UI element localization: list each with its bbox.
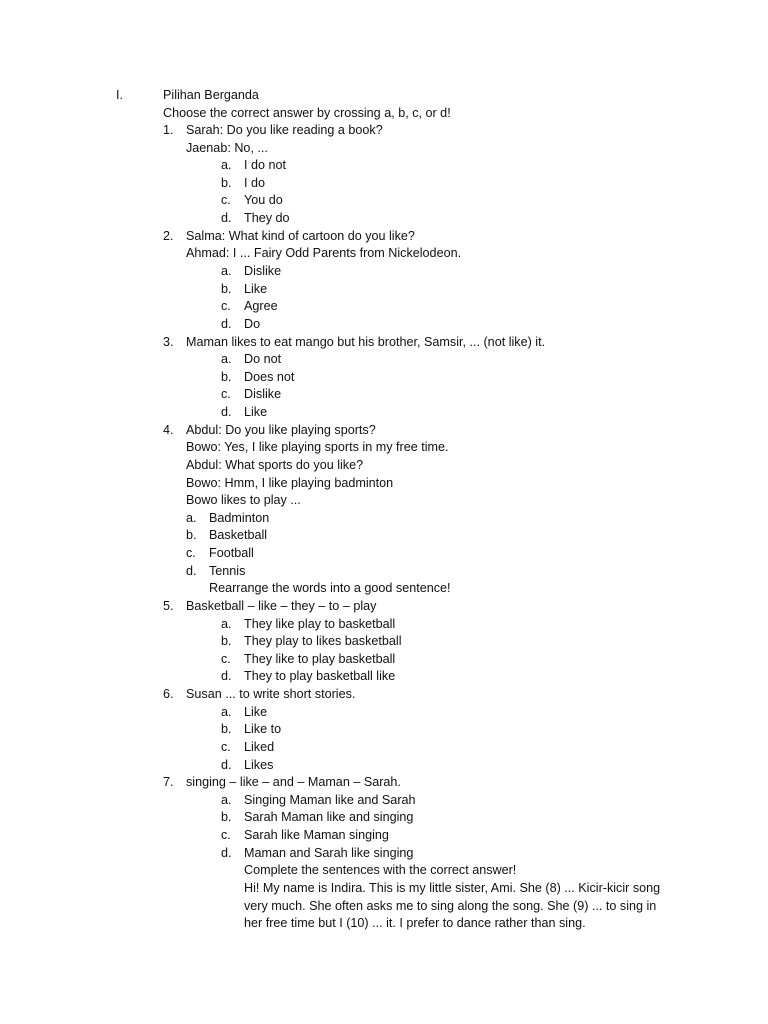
question-text: Jaenab: No, ... [186, 141, 268, 155]
option-text: They do [244, 211, 290, 225]
question-text: Abdul: What sports do you like? [186, 458, 364, 472]
question-text: Susan ... to write short stories. [186, 687, 356, 701]
paragraph-line: her free time but I (10) ... it. I prefer to dance rather than sing. [244, 916, 586, 930]
option-text: Tennis [209, 564, 246, 578]
question-text: Bowo: Yes, I like playing sports in my free time. [186, 440, 449, 454]
option-letter: d. [221, 758, 232, 772]
option-letter: a. [221, 352, 232, 366]
option-text: They play to likes basketball [244, 634, 402, 648]
option-letter: b. [221, 176, 232, 190]
question-number: 3. [163, 335, 174, 349]
option-text: Like [244, 405, 268, 419]
option-letter: a. [221, 793, 232, 807]
option-text: You do [244, 193, 283, 207]
option-letter: d. [221, 669, 232, 683]
paragraph-line: Hi! My name is Indira. This is my little sister, Ami. She (8) ... Kicir-kicir song [244, 881, 661, 895]
option-letter: d. [221, 211, 232, 225]
question-text: singing – like – and – Maman – Sarah. [186, 775, 401, 789]
question-text: Salma: What kind of cartoon do you like? [186, 229, 415, 243]
option-letter: b. [221, 634, 232, 648]
option-letter: a. [221, 617, 232, 631]
option-text: Like to [244, 722, 282, 736]
option-text: Like [244, 282, 268, 296]
option-text: Maman and Sarah like singing [244, 846, 414, 860]
question-number: 2. [163, 229, 174, 243]
option-letter: d. [221, 317, 232, 331]
section-numeral: I. [116, 88, 123, 102]
option-letter: a. [221, 705, 232, 719]
option-letter: a. [186, 511, 197, 525]
option-letter: c. [221, 193, 231, 207]
option-letter: d. [186, 564, 197, 578]
option-text: They like to play basketball [244, 652, 396, 666]
option-text: Football [209, 546, 254, 560]
option-text: They like play to basketball [244, 617, 396, 631]
question-number: 6. [163, 687, 174, 701]
option-letter: b. [221, 282, 232, 296]
question-text: Basketball – like – they – to – play [186, 599, 377, 613]
option-text: Badminton [209, 511, 270, 525]
option-text: I do not [244, 158, 287, 172]
option-text: Does not [244, 370, 295, 384]
option-letter: a. [221, 264, 232, 278]
option-letter: b. [221, 722, 232, 736]
question-number: 5. [163, 599, 174, 613]
option-letter: b. [186, 528, 197, 542]
question-number: 7. [163, 775, 174, 789]
option-letter: c. [221, 387, 231, 401]
option-text: Basketball [209, 528, 268, 542]
option-letter: c. [221, 299, 231, 313]
paragraph-line: very much. She often asks me to sing along the song. She (9) ... to sing in [244, 899, 657, 913]
question-text: Sarah: Do you like reading a book? [186, 123, 383, 137]
option-text: I do [244, 176, 266, 190]
question-text: Ahmad: I ... Fairy Odd Parents from Nickelodeon. [186, 246, 462, 260]
option-letter: a. [221, 158, 232, 172]
option-letter: b. [221, 370, 232, 384]
section-title: Pilihan Berganda [163, 88, 259, 102]
option-letter: c. [221, 740, 231, 754]
option-text: Dislike [244, 387, 282, 401]
option-text: Like [244, 705, 268, 719]
option-letter: d. [221, 405, 232, 419]
option-text: Liked [244, 740, 275, 754]
question-text: Abdul: Do you like playing sports? [186, 423, 376, 437]
option-text: Do not [244, 352, 282, 366]
option-text: Sarah Maman like and singing [244, 810, 414, 824]
option-text: Singing Maman like and Sarah [244, 793, 416, 807]
option-text: Likes [244, 758, 274, 772]
option-text: Do [244, 317, 261, 331]
question-number: 1. [163, 123, 174, 137]
option-letter: d. [221, 846, 232, 860]
option-text: Sarah like Maman singing [244, 828, 389, 842]
option-letter: c. [221, 828, 231, 842]
rearrange-instruction: Rearrange the words into a good sentence! [209, 581, 451, 595]
option-text: Dislike [244, 264, 282, 278]
instruction: Choose the correct answer by crossing a, b, c, or d! [163, 106, 451, 120]
question-text: Bowo likes to play ... [186, 493, 301, 507]
option-letter: b. [221, 810, 232, 824]
option-text: They to play basketball like [244, 669, 396, 683]
option-text: Agree [244, 299, 278, 313]
option-letter: c. [221, 652, 231, 666]
complete-instruction: Complete the sentences with the correct answer! [244, 863, 517, 877]
option-letter: c. [186, 546, 196, 560]
question-number: 4. [163, 423, 174, 437]
question-text: Maman likes to eat mango but his brother, Samsir, ... (not like) it. [186, 335, 546, 349]
question-text: Bowo: Hmm, I like playing badminton [186, 476, 394, 490]
